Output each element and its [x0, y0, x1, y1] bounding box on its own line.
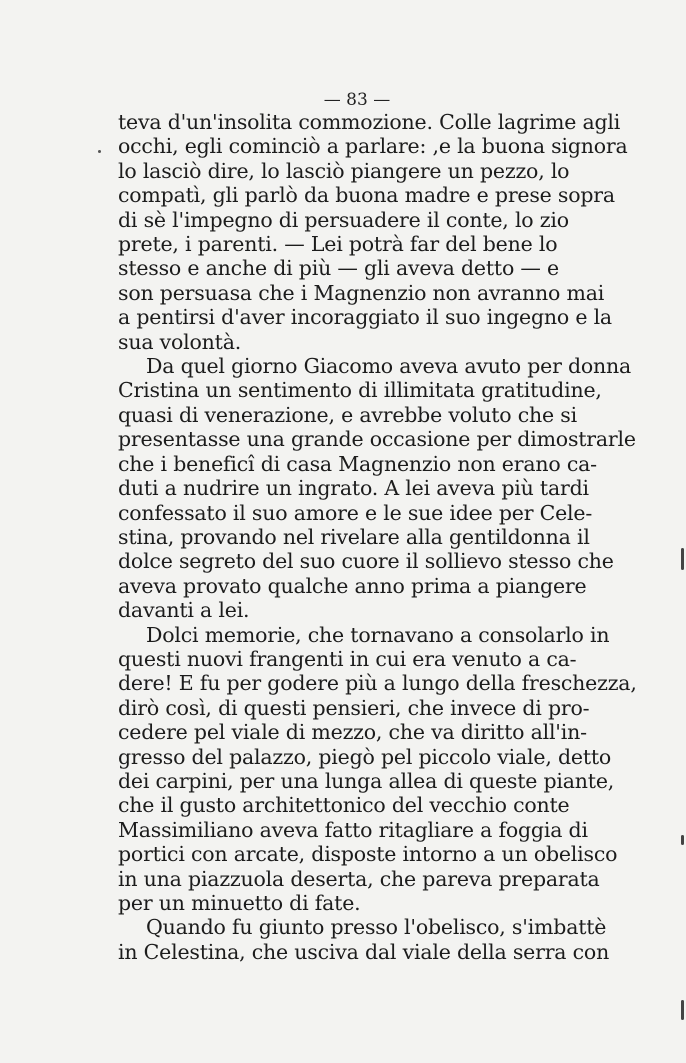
text-line: che il gusto architettonico del vecchio conte	[118, 793, 570, 818]
page-edge-mark	[681, 835, 684, 845]
text-line: presentasse una grande occasione per dimostrarle	[118, 427, 636, 452]
paragraph-2	[118, 354, 636, 623]
text-line: occhi, egli cominciò a parlare: ,e la buona signora	[118, 134, 628, 159]
text-line: confessato il suo amore e le sue idee per Cele-	[118, 500, 593, 525]
text-line: dirò così, di questi pensieri, che invece di pro-	[118, 695, 590, 720]
text-line: Cristina un sentimento di illimitata gratitudine,	[118, 378, 602, 403]
text-line: son persuasa che i Magnenzio non avranno mai	[118, 280, 605, 305]
text-line: di sè l'impegno di persuadere il conte, lo zio	[118, 207, 569, 232]
paragraph-3	[118, 622, 637, 916]
text-line: teva d'un'insolita commozione. Colle lagrime agli	[118, 110, 621, 134]
text-line: davanti a lei.	[118, 598, 250, 623]
text-line: in una piazzuola deserta, che pareva preparata	[118, 866, 600, 891]
text-line: gresso del palazzo, piegò pel piccolo viale, detto	[118, 744, 612, 769]
paragraph-4	[118, 915, 610, 964]
text-line: Quando fu giunto presso l'obelisco, s'imbattè	[146, 915, 607, 940]
text-line: lo lasciò dire, lo lasciò piangere un pezzo, lo	[118, 158, 570, 183]
page-edge-mark	[681, 548, 684, 570]
text-line: a pentirsi d'aver incoraggiato il suo ingegno e la	[118, 305, 612, 330]
text-line: in Celestina, che usciva dal viale della serra con	[118, 939, 610, 964]
text-line: dei carpini, per una lunga allea di queste piante,	[118, 768, 615, 793]
text-line: aveva provato qualche anno prima a piangere	[118, 573, 587, 598]
text-line: Massimiliano aveva fatto ritagliare a foggia di	[118, 817, 588, 842]
text-line: prete, i parenti. — Lei potrà far del bene lo	[118, 232, 558, 257]
text-line: Dolci memorie, che tornavano a consolarlo in	[146, 622, 610, 647]
text-line: duti a nudrire un ingrato. A lei aveva più tardi	[118, 476, 589, 501]
text-line: questi nuovi frangenti in cui era venuto a ca-	[118, 646, 577, 671]
page-number: — 83 —	[323, 90, 391, 110]
text-line: stesso e anche di più — gli aveva detto — e	[118, 256, 559, 281]
text-line: dere! E fu per godere più a lungo della freschezza,	[118, 671, 637, 696]
text-line: cedere pel viale di mezzo, che va diritto all'in-	[118, 720, 587, 745]
body-text	[118, 110, 637, 964]
text-line: sua volontà.	[118, 329, 242, 354]
text-line: compatì, gli parlò da buona madre e prese sopra	[118, 183, 615, 208]
paragraph-1	[118, 110, 628, 354]
text-line: per un minuetto di fate.	[118, 891, 361, 915]
text-line: Da quel giorno Giacomo aveva avuto per donna	[146, 354, 632, 379]
text-line: portici con arcate, disposte intorno a un obelisco	[118, 842, 618, 867]
page-edge-mark	[681, 1000, 684, 1020]
text-line: che i beneficî di casa Magnenzio non erano ca-	[118, 451, 597, 476]
ink-speck	[98, 150, 101, 153]
text-line: stina, provando nel rivelare alla gentildonna il	[118, 524, 590, 549]
text-line: quasi di venerazione, e avrebbe voluto che si	[118, 402, 577, 427]
text-line: dolce segreto del suo cuore il sollievo stesso che	[118, 549, 614, 574]
